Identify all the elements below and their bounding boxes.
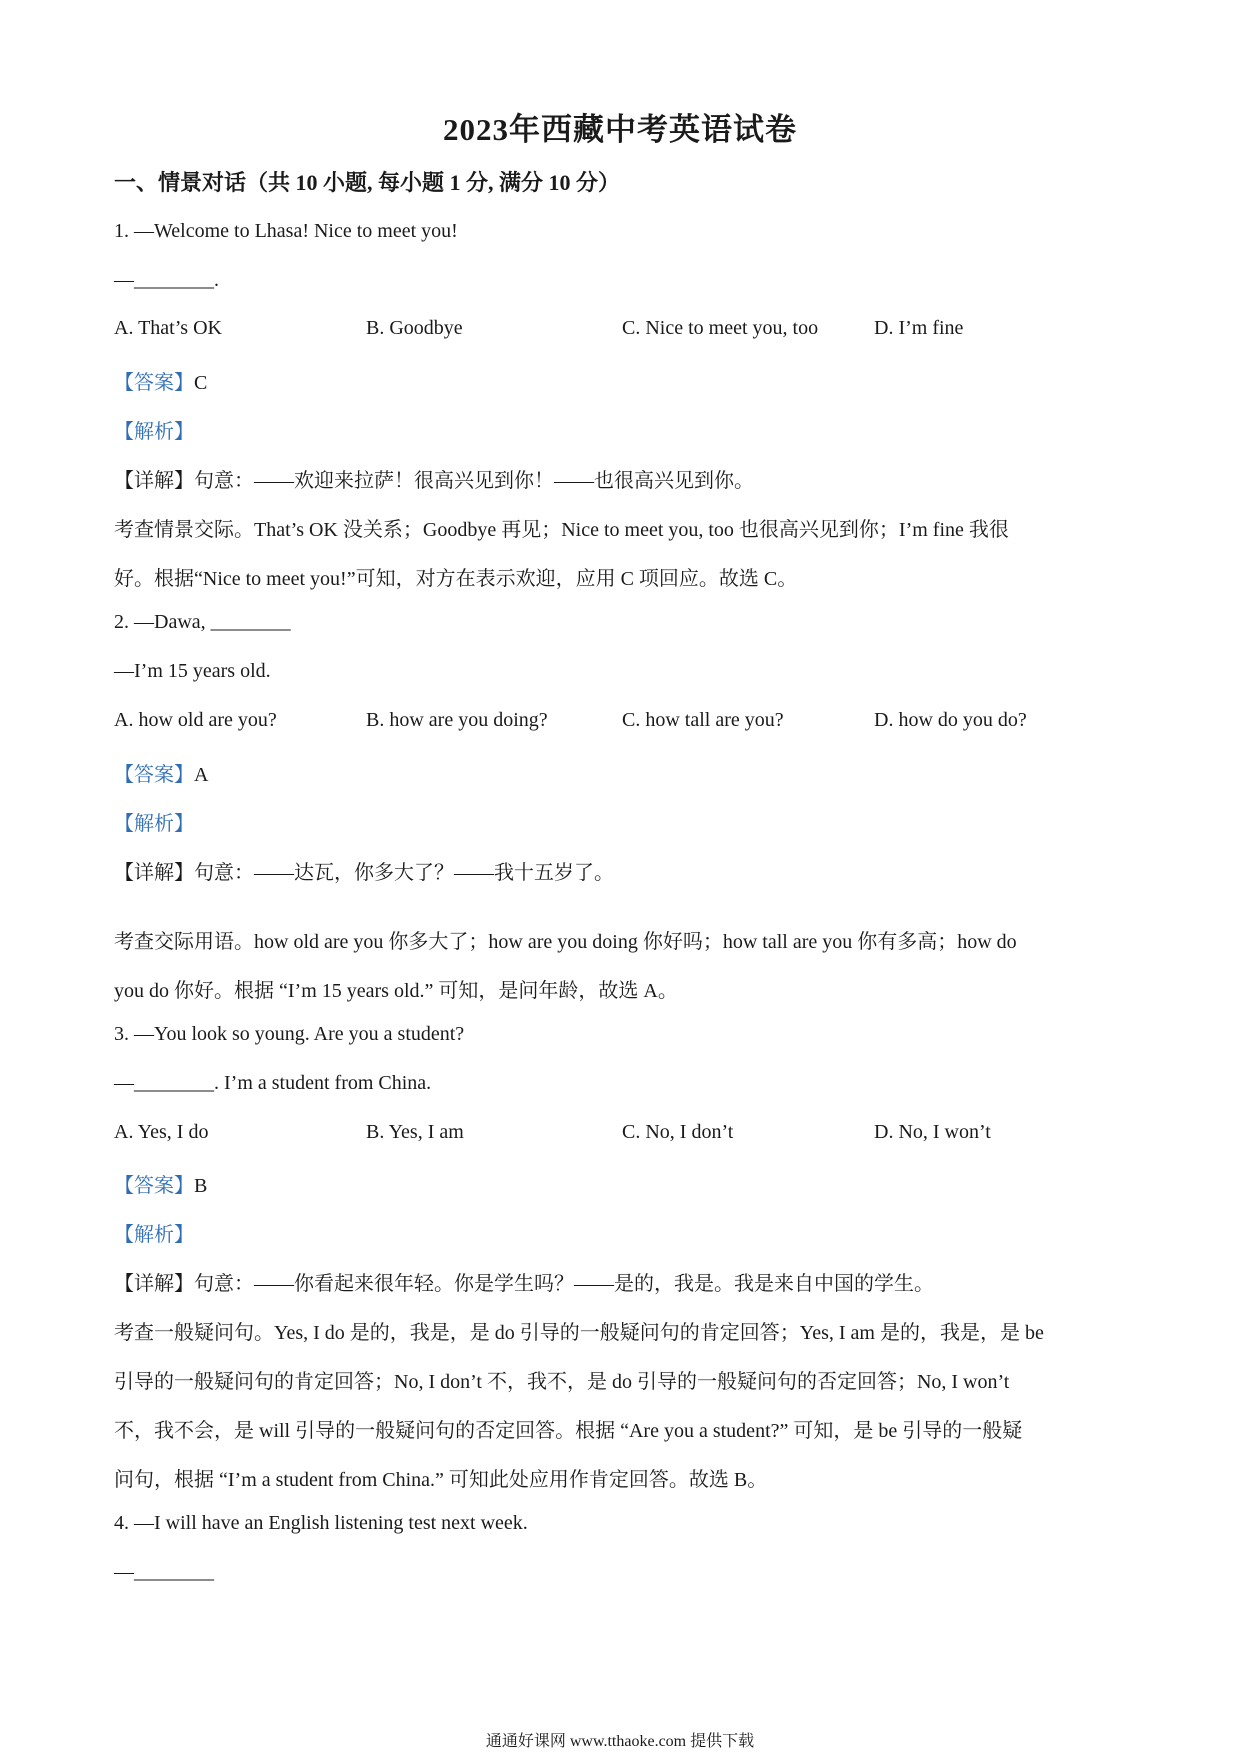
q1-answer	[114, 366, 207, 395]
q2-answer	[114, 758, 208, 787]
section-heading: 一、情景对话（共 10 小题, 每小题 1 分, 满分 10 分）	[114, 170, 621, 195]
q3-option-d: D. No, I won’t	[874, 1121, 991, 1143]
q2-option-b: B. how are you doing?	[366, 709, 548, 731]
q1-explanation-line-1: 考查情景交际。That’s OK 没关系；Goodbye 再见；Nice to meet you, too 也很高兴见到你；I’m fine 我很	[114, 519, 1009, 541]
q3-option-c: C. No, I don’t	[622, 1121, 734, 1143]
q1-option-a: A. That’s OK	[114, 317, 222, 339]
q1-option-c: C. Nice to meet you, too	[622, 317, 819, 339]
q1-detail: 【详解】句意：——欢迎来拉萨！很高兴见到你！——也很高兴见到你。	[114, 470, 754, 492]
q1-option-d: D. I’m fine	[874, 317, 964, 339]
q1-blank: —________.	[114, 269, 219, 291]
q3-explanation-line-4: 问句，根据 “I’m a student from China.” 可知此处应用作肯定回答。故选 B。	[114, 1469, 768, 1491]
q2-reply: —I’m 15 years old.	[114, 660, 271, 682]
q3-answer-value: B	[194, 1175, 208, 1197]
q3-explanation-line-2: 引导的一般疑问句的肯定回答；No, I don’t 不，我不，是 do 引导的一般疑问句的否定回答；No, I won’t	[114, 1371, 1010, 1393]
q3-blank: —________. I’m a student from China.	[114, 1072, 432, 1094]
page-footer: 通通好课网 www.tthaoke.com 提供下载	[485, 1733, 755, 1750]
q2-option-a: A. how old are you?	[114, 709, 277, 731]
answer-tag: 【答案】	[114, 764, 194, 786]
q3-explanation-line-3: 不，我不会，是 will 引导的一般疑问句的否定回答。根据 “Are you a student?” 可知，是 be 引导的一般疑	[114, 1420, 1023, 1442]
q1-analysis-tag: 【解析】	[114, 421, 194, 443]
page-title: 2023年西藏中考英语试卷	[443, 112, 797, 147]
q2-detail: 【详解】句意：——达瓦，你多大了？——我十五岁了。	[114, 862, 614, 884]
q3-option-b: B. Yes, I am	[366, 1121, 464, 1143]
q3-detail: 【详解】句意：——你看起来很年轻。你是学生吗？——是的，我是。我是来自中国的学生。	[114, 1273, 934, 1295]
q3-explanation-line-1: 考查一般疑问句。Yes, I do 是的，我是，是 do 引导的一般疑问句的肯定回答；Yes, I am 是的，我是，是 be	[114, 1322, 1044, 1344]
q4-blank: —________	[114, 1561, 214, 1583]
q4-stem: 4. —I will have an English listening test next week.	[114, 1512, 528, 1534]
q1-explanation-line-2: 好。根据“Nice to meet you!”可知，对方在表示欢迎，应用 C 项回应。故选 C。	[114, 568, 798, 590]
q3-answer	[114, 1169, 207, 1198]
q2-explanation-line-2: you do 你好。根据 “I’m 15 years old.” 可知，是问年龄，故选 A。	[114, 980, 678, 1002]
answer-tag: 【答案】	[114, 1175, 194, 1197]
q2-explanation-line-1: 考查交际用语。how old are you 你多大了；how are you doing 你好吗；how tall are you 你有多高；how do	[114, 931, 1017, 953]
q3-analysis-tag: 【解析】	[114, 1224, 194, 1246]
q2-stem: 2. —Dawa, ________	[114, 611, 291, 633]
q3-stem: 3. —You look so young. Are you a student?	[114, 1023, 465, 1045]
q2-answer-value: A	[194, 764, 209, 786]
q1-answer-value: C	[194, 372, 208, 394]
answer-tag: 【答案】	[114, 372, 194, 394]
q2-option-d: D. how do you do?	[874, 709, 1027, 731]
q1-stem: 1. —Welcome to Lhasa! Nice to meet you!	[114, 220, 458, 242]
q1-option-b: B. Goodbye	[366, 317, 463, 339]
q2-analysis-tag: 【解析】	[114, 813, 194, 835]
q2-option-c: C. how tall are you?	[622, 709, 784, 731]
q3-option-a: A. Yes, I do	[114, 1121, 209, 1143]
